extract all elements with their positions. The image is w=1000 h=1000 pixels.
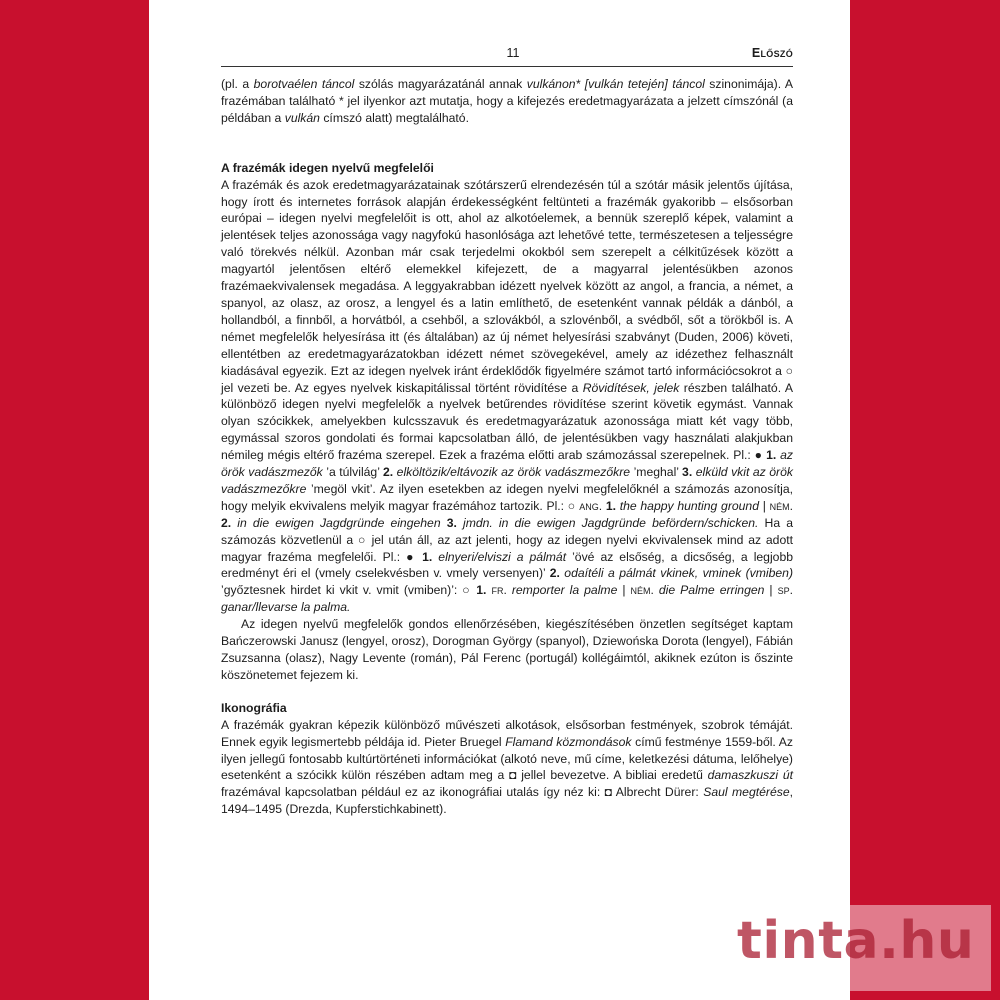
bold-number: 1. [476,583,487,598]
italic-text: damaszkuszi út [707,768,793,783]
italic-text: Flamand közmondások [505,734,632,749]
italic-text: ganar/llevarse la palma. [221,600,351,615]
body-text [221,76,793,818]
running-title: Előszó [751,46,793,60]
bold-number: 3. [682,465,693,480]
section-heading-iconography: Ikonográfia [221,700,287,715]
book-page [149,0,850,1000]
bold-number: 3. [446,515,457,530]
section-heading-foreign-equivalents: A frazémák idegen nyelvű megfelelői [221,160,434,175]
watermark-logo: tinta.hu [737,911,975,971]
bold-number: 2. [221,515,232,530]
bold-number: 1. [766,448,777,463]
language-abbreviation: ang. [579,498,603,513]
paragraph-acknowledgements: Az idegen nyelvű megfelelők gondos ellenőrzésében, kiegészítésében önzetlen segítséget kaptam Bańczerowski Janusz (lengyel, orosz), Dorogman György (spanyol), Dziewońska Dorota (lengyel), Fábián Zsuzsanna (olasz), Nagy Levente (román), Pál Ferenc (portugál) kollégáimtól, akiknek ezúton is őszinte köszönetemet fejezem ki. [221,617,793,682]
page-header [221,44,793,67]
language-abbreviation: sp. [777,583,793,598]
italic-text: vulkán [284,110,320,125]
intro-paragraph: (pl. a borotvaélen táncol szólás magyarázatánál annak vulkánon* [vulkán tetején] táncol szinonimája). A frazémában található * jel ilyenkor azt mutatja, hogy a kifejezés eredetmagyarázata a jelzett címszónál (a példában a vulkán címszó alatt) megtalálható. [221,77,794,125]
italic-text: jmdn. in die ewigen Jagdgründe befördern/schicken. [463,515,759,530]
italic-text: the happy hunting ground [619,498,759,513]
italic-text: odaítéli a pálmát vkinek, vminek (vmiben) [564,566,794,581]
italic-text: elnyeri/elviszi a pálmát [438,549,567,564]
paragraph-foreign-equivalents: A frazémák és azok eredetmagyarázatainak szótárszerű elrendezésén túl a szótár másik jelentős újítása, hogy írott és internetes források alapján érdekességként feltünteti a frazémák gyakoribb – elsősorban európai – idegen nyelvi megfelelőit is ott, ahol az alkotóelemek, a bennük szereplő képek, valamint a jelentések teljes azonossága vagy nagyfokú hasonlósága azt lehetővé tette, természetesen a teljességre való törekvés nélkül. Azonban már csak terjedelmi okokból sem szerepelt a célkitűzések között a magyartól jelentősen eltérő elemekkel kifejezett, de a magyarral jelentésükben azonos frazémaekvivalensek megadása. A leggyakrabban idézett nyelvek között az angol, a francia, a német, a spanyol, az olasz, az orosz, a lengyel és a latin említhető, de esetenként vannak példák a dánból, a hollandból, a finnből, a horvátból, a csehből, a szlovákból, a szlovénből, a svédből, sőt a törökből is. A német megfelelők helyesírása itt (és általában) az új német helyesírási szabványt (Duden, 2006) követi, ellentétben az eredetmagyarázatokban idézett német szövegekével, amely az idézethez felhasznált kiadásával egyezik. Ezt az idegen nyelvek iránt érdeklődők figyelmére számot tartó információcsokrot a ○ jel vezeti be. Az egyes nyelvek kiskapitálissal történt rövidítése a Rövidítések, jelek részben található. A különböző idegen nyelvi megfelelők a nyelvek betűrendes rövidítése szerint követik egymást. Vannak olyan szócikkek, amelyekben kulcsszavuk és eredetmagyarázatuk azonossága miatt két vagy több, egymással szoros gondolati és formai kapcsolatban álló, de jelentésükben vagy használati alakjukban némileg mégis eltérő frazéma szerepel. Ezek a frazéma előtti arab számozással szerepelnek. Pl.: ● 1. az örök vadászmezők ’a túlvilág’ 2. elköltözik/eltávozik az örök vadászmezőkre ’meghal’ 3. elküld vkit az örök vadászmezőkre ’megöl vkit’. Az ilyen esetekben az idegen nyelvi megfelelőknél a számozás azonosítja, hogy melyik ekvivalens melyik magyar frazémához tartozik. Pl.: ○ ang. 1. the happy hunting ground | ném. 2. in die ewigen Jagdgründe eingehen 3. jmdn. in die ewigen Jagdgründe befördern/schicken. Ha a számozás közvetlenül a ○ jel után áll, az azt jelenti, hogy az idegen nyelvi ekvivalensek mind az adott magyar frazéma megfelelői. Pl.: ● 1. elnyeri/elviszi a pálmát ’övé az elsőség, a dicsőség, a legjobb eredményt éri el (vmely cselekvésben v. vmely versenyen)’ 2. odaítéli a pálmát vkinek, vminek (vmiben) ’győztesnek hirdet ki vkit v. vmit (vmiben)’: ○ 1. fr. remporter la palme | ném. die Palme erringen | sp. ganar/llevarse la palma. [221,177,794,615]
italic-text: Rövidítések, jelek [582,380,680,395]
italic-text: elköltözik/eltávozik az örök vadászmezőkre [396,465,631,480]
bold-number: 1. [605,498,616,513]
page-number: 11 [506,46,520,60]
italic-text: vulkánon* [vulkán tetején] táncol [526,77,705,91]
italic-text: remporter la palme [511,583,618,598]
bold-number: 2. [549,566,560,581]
paragraph-iconography: A frazémák gyakran képezik különböző művészeti alkotások, elsősorban festmények, szobrok témáját. Ennek egyik legismertebb példája id. Pieter Bruegel Flamand közmondások című festménye 1559-ből. Az ilyen jellegű fontosabb kultúrtörténeti információkat (alkotó neve, mű címe, keletkezési dátuma, lelőhelye) esetenként a szócikk külön részében adtam meg a ◘ jellel bevezetve. A bibliai eredetű damaszkuszi út frazémával kapcsolatban például ez az ikonográfiai utalás így néz ki: ◘ Albrecht Dürer: Saul megtérése, 1494–1495 (Drezda, Kupferstichkabinett). [221,717,793,817]
bold-number: 1. [422,549,433,564]
italic-text: die Palme erringen [658,583,765,598]
italic-text: elküld vkit az örök vadászmezőkre [221,465,793,496]
italic-text: az örök vadászmezők [221,448,793,480]
italic-text: borotvaélen táncol [253,77,355,91]
italic-text: Saul megtérése [703,785,790,800]
language-abbreviation: ném. [630,583,654,598]
italic-text: in die ewigen Jagdgründe eingehen [237,515,441,530]
language-abbreviation: ném. [769,498,794,513]
bold-number: 2. [382,465,394,480]
language-abbreviation: fr. [491,583,507,598]
